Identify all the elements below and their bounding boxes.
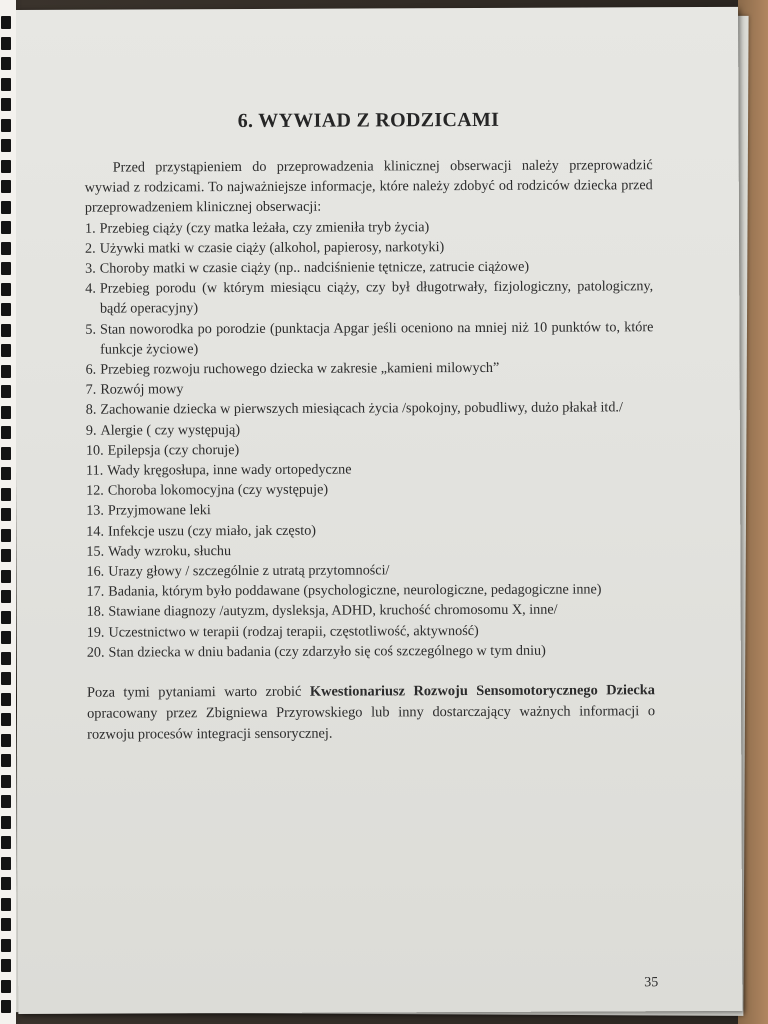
binding-hole [1,180,11,193]
list-item-text: Przebieg porodu (w którym miesiącu ciąży, czy był długotrwały, fizjologiczny, patologiczny, bądź operacyjny) [99,278,654,318]
binding-hole [1,37,11,50]
list-item [86,418,654,441]
list-item-number: 8. [85,402,97,419]
binding-hole [1,344,11,357]
list-item [85,256,653,279]
binding-hole [1,406,11,419]
binding-hole [1,857,11,870]
binding-hole [1,201,11,214]
list-item-number: 3. [85,260,96,277]
list-item-number: 5. [85,321,97,338]
list-item-number: 6. [85,361,97,378]
binding-hole [1,877,11,890]
list-item-text: Używki matki w czasie ciąży (alkohol, papierosy, narkotyki) [99,238,445,257]
page-content [84,105,655,760]
list-item [86,579,654,602]
interview-list [85,216,655,663]
list-item [87,640,655,663]
list-item-number: 16. [86,563,105,580]
list-item-number: 18. [86,604,105,621]
binding-hole [1,570,11,583]
list-item-text: Badania, którym było poddawane (psychologiczne, neurologiczne, pedagogiczne inne) [108,581,602,600]
list-item [86,559,654,582]
list-item-text: Przyjmowane leki [107,502,211,520]
binding-hole [1,324,11,337]
binding-hole [1,918,11,931]
list-item-number: 17. [86,583,105,600]
list-item-text: Choroba lokomocyjna (czy występuje) [107,481,329,499]
list-item-text: Stawiane diagnozy /autyzm, dysleksja, ADHD, kruchość chromosomu X, inne/ [108,602,558,621]
binding-hole [1,672,11,685]
list-item [86,398,654,421]
list-item-text: Epilepsja (czy choruje) [107,441,240,459]
list-item-text: Urazy głowy / szczególnie z utratą przytomności/ [108,562,390,580]
binding-hole [1,980,11,993]
binding-hole [1,426,11,439]
list-item [86,357,654,380]
list-item [85,236,653,259]
page-title: 6. WYWIAD Z RODZICAMI [237,108,500,133]
binding-hole [1,590,11,603]
binding-hole [1,611,11,624]
document-page [14,7,742,1014]
questionnaire-title: Kwestionariusz Rozwoju Sensomotorycznego Dziecka [309,682,656,700]
binding-hole [1,16,11,29]
binding-hole [1,119,11,132]
list-item-text: Wady wzroku, słuchu [108,542,232,560]
list-item [85,276,653,319]
list-item-text: Wady kręgosłupa, inne wady ortopedyczne [107,461,352,479]
list-item [86,519,654,542]
binding-hole [1,734,11,747]
list-item-text: Stan noworodka po porodzie (punktacja Apgar jeśli oceniono na mniej niż 10 punktów to, które funkcje życiowe) [99,318,654,358]
binding-hole [1,160,11,173]
binding-hole [1,939,11,952]
list-item-text: Choroby matki w czasie ciąży (np.. nadciśnienie tętnicze, zatrucie ciążowe) [99,258,530,277]
list-item-text: Rozwój mowy [100,381,184,398]
binding-hole [1,303,11,316]
binding-hole [1,631,11,644]
list-item-number: 10. [85,442,104,459]
binding-hole [1,283,11,296]
list-item-number: 11. [85,462,104,479]
binding-hole [1,467,11,480]
list-item-number: 13. [86,503,104,520]
binding-hole [1,959,11,972]
binding-hole [1,795,11,808]
binding-hole [1,139,11,152]
list-item-text: Uczestnictwo w terapii (rodzaj terapii, częstotliwość, aktywność) [108,622,479,641]
list-item-number: 15. [86,543,105,560]
intro-paragraph: Przed przystąpieniem do przeprowadzenia klinicznej obserwacji należy przeprowadzić wywiad z rodzicami. To najważniejsze informacje, które należy zdobyć od rodziców dziecka przed przeprowadzeniem klinicznej obserwacji: [84,157,653,217]
binding-hole [1,775,11,788]
list-item-number: 4. [85,280,96,297]
binding-hole [1,1000,11,1013]
list-item [86,499,654,522]
binding-hole [1,242,11,255]
binding-hole [1,898,11,911]
binding-hole [1,221,11,234]
list-item-text: Stan dziecka w dniu badania (czy zdarzyło się coś szczególnego w tym dniu) [108,642,546,661]
binding-hole [1,549,11,562]
list-item-text: Alergie ( czy występują) [100,421,241,439]
list-item-number: 1. [84,220,96,237]
binding-hole [1,488,11,501]
list-item [86,478,654,501]
list-item-number: 20. [86,644,105,661]
page-number: 35 [644,975,659,991]
list-item-number: 14. [86,523,105,540]
outro-paragraph [87,680,655,745]
list-item-number: 7. [85,381,97,398]
list-item-number: 12. [86,482,104,499]
outro-text-before: Poza tymi pytaniami warto zrobić [86,683,310,701]
list-item [86,458,654,481]
binding-hole [1,365,11,378]
list-item-text: Zachowanie dziecka w pierwszych miesiącach życia /spokojny, pobudliwy, dużo płakał itd./ [100,399,623,419]
list-item [86,438,654,461]
list-item-number: 2. [85,240,96,257]
binding-hole [1,693,11,706]
list-item-number: 19. [86,624,105,641]
binding-hole [1,57,11,70]
binding-hole [1,652,11,665]
binding-hole [1,78,11,91]
list-item [85,317,653,360]
list-item-text: Przebieg ciąży (czy matka leżała, czy zmieniła tryb życia) [99,218,430,237]
binding-hole [1,385,11,398]
list-item [87,600,655,623]
binding-hole [1,754,11,767]
binding-hole [1,713,11,726]
binding-hole [1,529,11,542]
binding-hole [1,816,11,829]
binding-hole [1,508,11,521]
binding-hole [1,98,11,111]
list-item [86,539,654,562]
list-item [86,377,654,400]
list-item-number: 9. [85,422,97,439]
list-item-text: Infekcje uszu (czy miało, jak często) [107,522,317,540]
list-item [87,620,655,643]
list-item-text: Przebieg rozwoju ruchowego dziecka w zakresie „kamieni milowych” [100,359,500,378]
list-item [85,216,653,239]
binding-hole [1,836,11,849]
binding-hole [1,447,11,460]
outro-text-after: opracowany przez Zbigniewa Przyrowskiego lub inny dostarczający ważnych informacji o rozwoju procesów integracji sensorycznej. [87,703,656,743]
binding-hole [1,262,11,275]
spiral-binding [0,0,16,1024]
